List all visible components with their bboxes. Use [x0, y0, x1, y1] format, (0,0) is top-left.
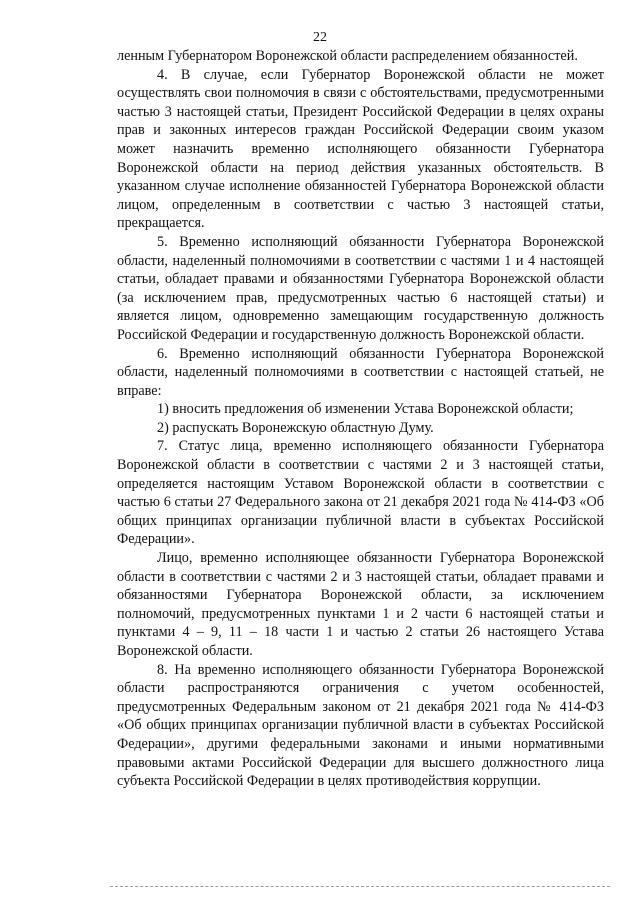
- footer-divider: [110, 886, 610, 887]
- paragraph-part-5: 5. Временно исполняющий обязанности Губернатора Воронежской области, наделенный полномочиями в соответствии с частями 1 и 4 настоящей статьи, обладает правами и обязанностями Губернатора Воронежской области (за исключением прав, предусмотренных частью 6 настоящей статьи) и является лицом, одновременно замещающим государственную должность Российской Федерации и государственную должность Воронежской области.: [117, 233, 604, 343]
- page-number: 22: [313, 30, 327, 45]
- paragraph-part-6: 6. Временно исполняющий обязанности Губернатора Воронежской области, наделенный полномочиями в соответствии с настоящей статьей, не вправе:: [117, 345, 604, 399]
- paragraph-part-8: 8. На временно исполняющего обязанности Губернатора Воронежской области распространяются ограничения с учетом особенностей, предусмотренных Федеральным законом от 21 декабря 2021 года № 414-ФЗ «Об общих принципах организации публичной власти в субъектах Российской Федерации», другими федеральными законами и иными нормативными правовыми актами Российской Федерации для высшего должностного лица субъекта Российской Федерации в целях противодействия коррупции.: [117, 661, 604, 790]
- paragraph-part-7-continued: Лицо, временно исполняющее обязанности Губернатора Воронежской области в соответствии с частями 2 и 3 настоящей статьи, обладает правами и обязанностями Губернатора Воронежской области, за исключением полномочий, предусмотренных пунктами 1 и 2 части 6 настоящей статьи и пунктами 4 – 9, 11 – 18 части 1 и частью 2 статьи 26 настоящего Устава Воронежской области.: [117, 550, 604, 659]
- paragraph-continuation: ленным Губернатором Воронежской области распределением обязанностей.: [117, 48, 578, 64]
- list-item-2: 2) распускать Воронежскую областную Думу.: [157, 419, 434, 436]
- paragraph-part-7: 7. Статус лица, временно исполняющего обязанности Губернатора Воронежской области в соответствии с частями 2 и 3 настоящей статьи, определяется настоящим Уставом Воронежской области в соответствии с частью 6 статьи 27 Федерального закона от 21 декабря 2021 года № 414-ФЗ «Об общих принципах организации публичной власти в субъектах Российской Федерации».: [117, 438, 604, 548]
- document-body: [117, 47, 604, 791]
- paragraph-part-4: 4. В случае, если Губернатор Воронежской области не может осуществлять свои полномочия в связи с обстоятельствами, предусмотренными частью 3 настоящей статьи, Президент Российской Федерации в целях охраны прав и законных интересов граждан Российской Федерации своим указом может назначить временно исполняющего обязанности Губернатора Воронежской области на период действия указанных обстоятельств. В указанном случае исполнение обязанностей Губернатора Воронежской области лицом, определенным в соответствии с частью 3 настоящей статьи, прекращается.: [117, 66, 604, 232]
- list-item-1: 1) вносить предложения об изменении Устава Воронежской области;: [157, 401, 574, 418]
